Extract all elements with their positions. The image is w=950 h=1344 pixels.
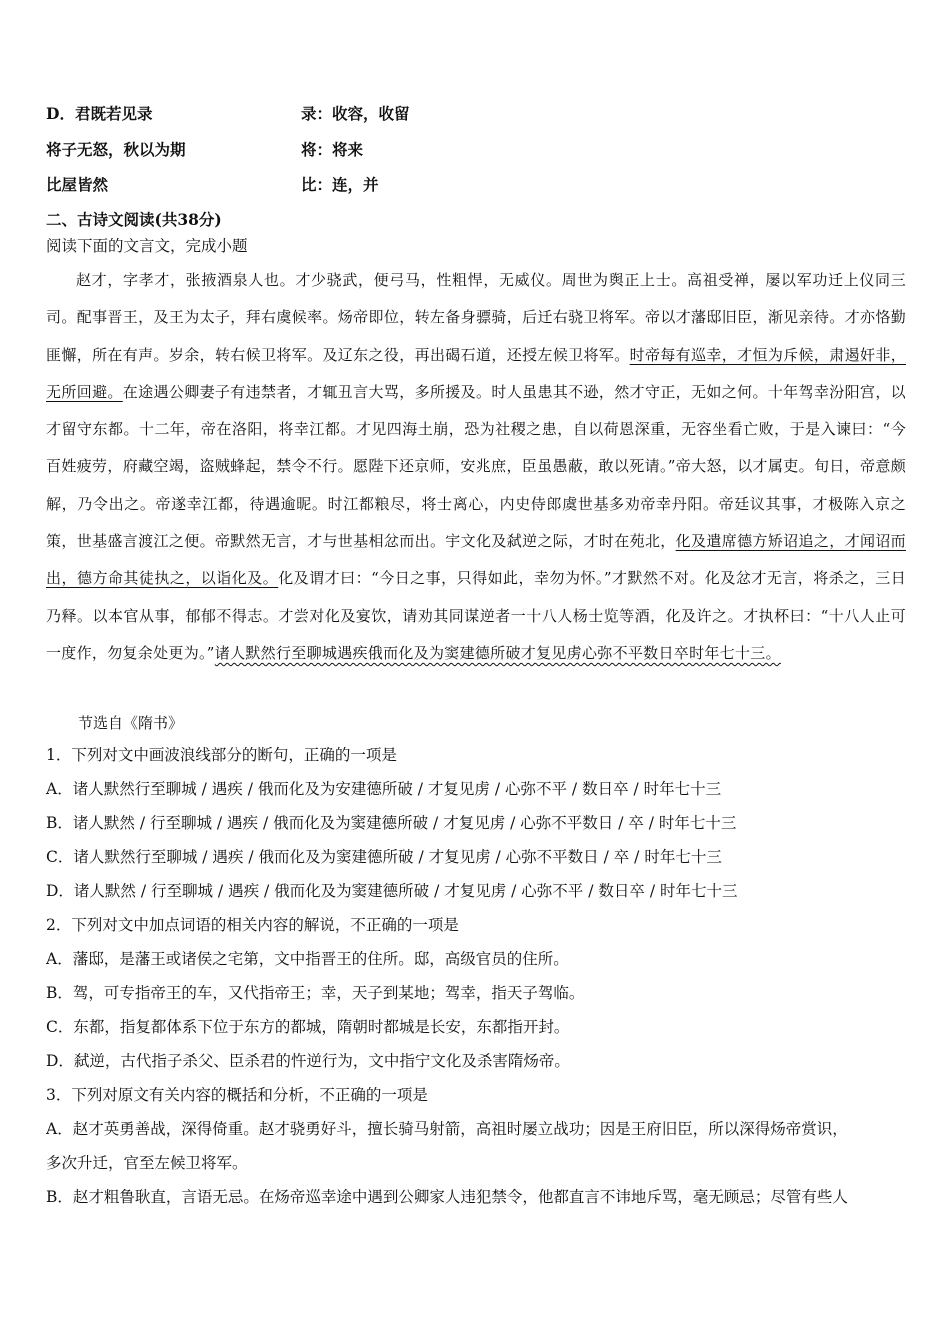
passage-source: 节选自《隋书》 <box>78 714 184 732</box>
question-3-option-a-cont: 多次升迁，官至左候卫将军。 <box>46 1154 248 1172</box>
section-heading: 二、古诗文阅读(共38分) <box>46 210 222 229</box>
question-2-option-d: D．弑逆，古代指子杀父、臣杀君的忤逆行为，文中指宁文化及杀害隋炀帝。 <box>46 1052 570 1070</box>
underlined-sentence-2: 化及遣席德方矫诏追之，才闻诏而出，德方命其徒执之，以诣化及。 <box>46 532 906 588</box>
option-row-1 <box>46 102 410 124</box>
wavy-underlined-sentence: 诸人默然行至聊城遇疾俄而化及为窦建德所破才复见虏心弥不平数日卒时年七十三。 <box>214 643 781 662</box>
reading-instruction: 阅读下面的文言文，完成小题 <box>46 237 248 255</box>
question-1-option-b: B．诸人默然 / 行至聊城 / 遇疾 / 俄而化及为窦建德所破 / 才复见虏 / 心弥不平数日 / 卒 / 时年七十三 <box>46 814 737 832</box>
questions <box>46 738 906 1214</box>
question-3-stem: 3．下列对原文有关内容的概括和分析，不正确的一项是 <box>46 1086 428 1104</box>
question-2-option-b: B．驾，可专指帝王的车，又代指帝王；幸，天子到某地；驾幸，指天子驾临。 <box>46 984 585 1002</box>
passage-text: 在途遇公卿妻子有违禁者，才辄丑言大骂，多所援及。时人虽患其不逊，然才守正，无如之何。十年驾幸汾阳宫，以才留守东都。十二年，帝在洛阳，将幸江都。才见四海土崩，恐为社稷之患，自以荷恩深重，无容坐看亡败，于是入谏曰：“今百姓疲劳，府藏空竭，盗贼蜂起，禁令不行。愿陛下还京师，安兆庶，臣虽愚蔽，敢以死请。”帝大怒，以才属吏。旬日，帝意颇解，乃令出之。帝遂幸江都，待遇逾昵。时江都粮尽，将士离心，内史侍郎虞世基多劝帝幸丹阳。帝廷议其事，才极陈入京之策，世基盛言渡江之便。帝默然无言，才与世基相忿而出。宇文化及弑逆之际，才时在苑北， <box>46 382 906 551</box>
option-definition: 比：连，并 <box>301 175 379 194</box>
option-row-2 <box>46 138 363 160</box>
passage-text: 赵才，字孝才，张掖酒泉人也。才少骁武，便弓马，性粗悍，无威仪。周世为舆正上士。高祖受禅，屡以军功迁上仪同三司。配事晋王，及王为太子，拜右虞候率。炀帝即位，转左备身骠骑，后迁右骁卫将军。帝以才藩邸旧臣，渐见亲待。才亦恪勤匪懈，所在有声。岁余，转右候卫将军。及辽东之役，再出碣石道，还授左候卫将军。 <box>46 271 906 364</box>
question-2-stem: 2．下列对文中加点词语的相关内容的解说，不正确的一项是 <box>46 916 459 934</box>
option-phrase: 比屋皆然 <box>46 175 109 194</box>
question-3-option-b: B．赵才粗鲁耿直，言语无忌。在炀帝巡幸途中遇到公卿家人违犯禁令，他都直言不讳地斥骂，毫无顾忌；尽管有些人 <box>46 1188 848 1206</box>
option-definition: 录：收容，收留 <box>301 104 410 123</box>
question-1-option-c: C．诸人默然行至聊城 / 遇疾 / 俄而化及为窦建德所破 / 才复见虏 / 心弥不平数日 / 卒 / 时年七十三 <box>46 848 722 866</box>
option-row-3 <box>46 173 379 195</box>
question-1-stem: 1．下列对文中画波浪线部分的断句，正确的一项是 <box>46 746 397 764</box>
classical-passage <box>46 262 906 672</box>
question-1-option-d: D．诸人默然 / 行至聊城 / 遇疾 / 俄而化及为窦建德所破 / 才复见虏 / 心弥不平 / 数日卒 / 时年七十三 <box>46 882 738 900</box>
option-definition: 将：将来 <box>301 140 364 159</box>
underlined-sentence-1: 时帝每有巡幸，才恒为斥候，肃遏奸非，无所回避。 <box>46 345 906 401</box>
passage-text: 化及谓才曰：“今日之事，只得如此，幸勿为怀。”才默然不对。化及忿才无言，将杀之，三日乃释。以本官从事，郁郁不得志。才尝对化及宴饮，请劝其同谋逆者一十八人杨士览等酒，化及许之。才执杯曰：“十八人止可一度作，勿复余处更为。” <box>46 569 906 662</box>
question-2-option-a: A．藩邸，是藩王或诸侯之宅第，文中指晋王的住所。邸，高级官员的住所。 <box>46 950 569 968</box>
question-1-option-a: A．诸人默然行至聊城 / 遇疾 / 俄而化及为安建德所破 / 才复见虏 / 心弥不平 / 数日卒 / 时年七十三 <box>46 780 722 798</box>
option-phrase: 将子无怒，秋以为期 <box>46 140 186 159</box>
question-3-option-a: A．赵才英勇善战，深得倚重。赵才骁勇好斗，擅长骑马射箭，高祖时屡立战功；因是王府旧臣，所以深得炀帝赏识， <box>46 1120 848 1138</box>
question-2-option-c: C．东都，指复都体系下位于东方的都城，隋朝时都城是长安，东都指开封。 <box>46 1018 570 1036</box>
option-phrase: D．君既若见录 <box>46 104 153 123</box>
